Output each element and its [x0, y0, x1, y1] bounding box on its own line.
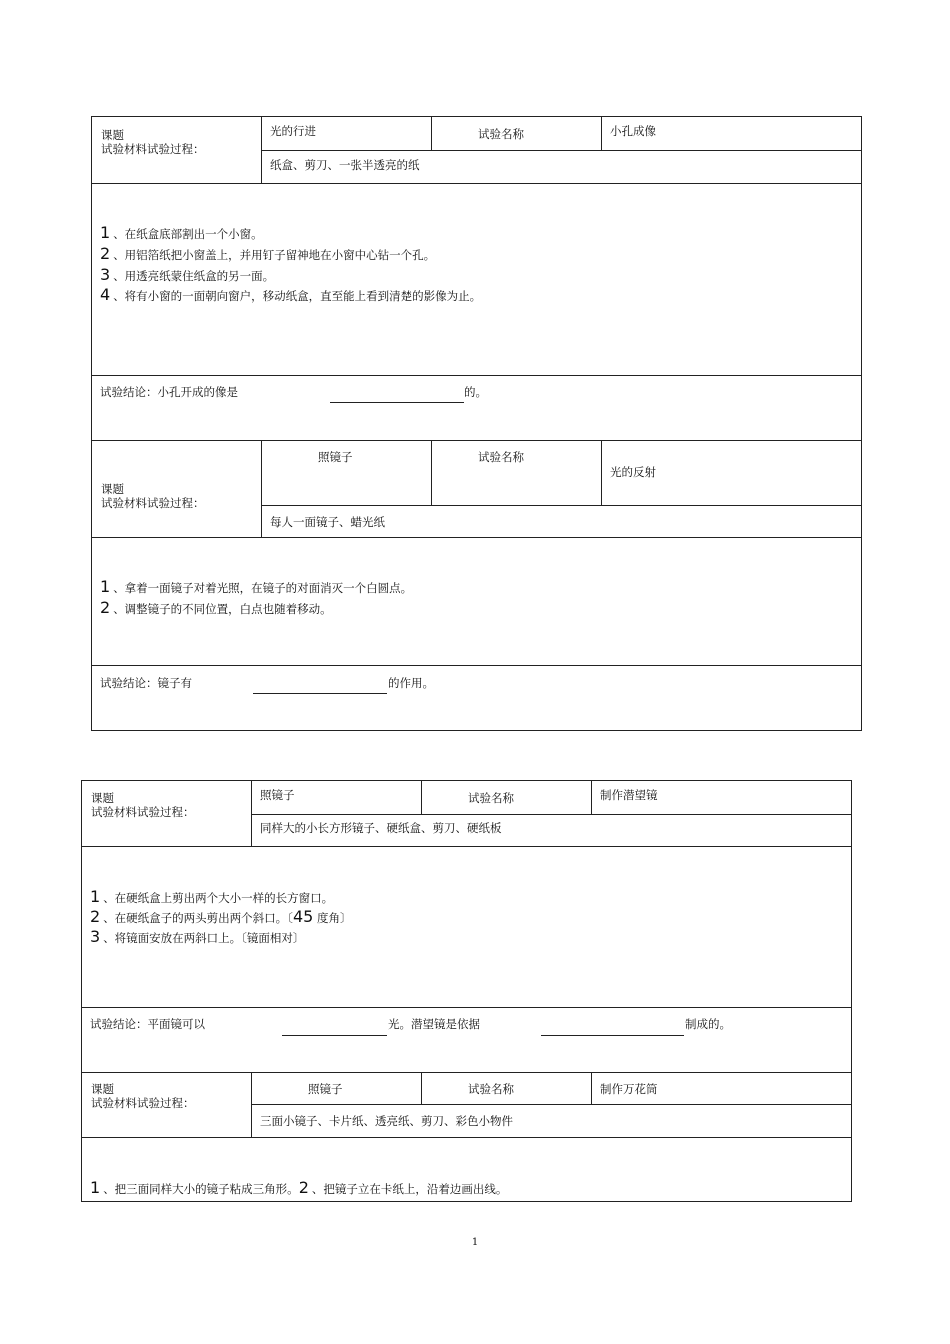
- materials-value: 三面小镜子、卡片纸、透亮纸、剪刀、彩色小物件: [260, 1114, 513, 1128]
- step-item: 2 、在硬纸盒子的两头剪出两个斜口。〔45 度角〕: [90, 907, 352, 926]
- answer-blank: [541, 1035, 684, 1036]
- subject-value: 光的行进: [270, 124, 316, 138]
- materials-process-label: 试验材料试验过程：: [101, 142, 205, 156]
- experiment-name-label: 试验名称: [468, 1082, 514, 1096]
- materials-process-label: 试验材料试验过程：: [91, 805, 195, 819]
- conclusion-middle: 光。潜望镜是依据: [388, 1017, 480, 1031]
- divider: [591, 781, 592, 814]
- divider: [92, 183, 861, 184]
- divider: [82, 846, 851, 847]
- materials-value: 每人一面镜子、蜡光纸: [270, 515, 385, 529]
- subject-value: 照镜子: [308, 1082, 343, 1096]
- divider: [601, 117, 602, 150]
- conclusion-text: 试验结论：镜子有: [100, 676, 192, 690]
- step-item: 1 、在纸盒底部割出一个小窗。: [100, 223, 263, 242]
- divider: [92, 537, 861, 538]
- materials-process-label: 试验材料试验过程：: [101, 496, 205, 510]
- step-item: 2 、调整镜子的不同位置，白点也随着移动。: [100, 598, 332, 617]
- step-item: 1 、拿着一面镜子对着光照，在镜子的对面消灭一个白圆点。: [100, 577, 413, 596]
- divider: [431, 440, 432, 505]
- divider: [251, 781, 252, 846]
- divider: [591, 1072, 592, 1104]
- experiment-table-periscope: [81, 780, 852, 1202]
- subject-label: 课题: [101, 128, 124, 142]
- experiment-name-value: 制作潜望镜: [600, 788, 658, 802]
- subject-label: 课题: [91, 791, 114, 805]
- divider: [601, 440, 602, 505]
- conclusion-text: 试验结论：平面镜可以: [90, 1017, 205, 1031]
- divider: [261, 150, 861, 151]
- subject-label: 课题: [101, 482, 124, 496]
- divider: [92, 665, 861, 666]
- divider: [82, 1072, 851, 1073]
- conclusion-suffix: 的。: [464, 385, 487, 399]
- divider: [251, 814, 851, 815]
- step-item: 3 、用透亮纸蒙住纸盒的另一面。: [100, 265, 275, 284]
- answer-blank: [330, 402, 464, 403]
- materials-value: 同样大的小长方形镜子、硬纸盒、剪刀、硬纸板: [260, 821, 502, 835]
- conclusion-text: 试验结论：小孔开成的像是: [100, 385, 238, 399]
- conclusion-suffix: 制成的。: [685, 1017, 731, 1031]
- divider: [431, 117, 432, 150]
- subject-label: 课题: [91, 1082, 114, 1096]
- divider: [251, 1104, 851, 1105]
- divider: [421, 1072, 422, 1104]
- experiment-name-label: 试验名称: [468, 791, 514, 805]
- materials-value: 纸盒、剪刀、一张半透亮的纸: [270, 158, 420, 172]
- experiment-name-label: 试验名称: [478, 127, 524, 141]
- page-number: 1: [471, 1237, 479, 1248]
- experiment-name-value: 小孔成像: [610, 124, 656, 138]
- step-item: 4 、将有小窗的一面朝向窗户，移动纸盒，直至能上看到清楚的影像为止。: [100, 285, 482, 304]
- divider: [261, 440, 262, 537]
- divider: [421, 781, 422, 814]
- divider: [251, 1072, 252, 1137]
- divider: [92, 375, 861, 376]
- answer-blank: [253, 693, 387, 694]
- conclusion-suffix: 的作用。: [388, 676, 434, 690]
- step-item: 1 、在硬纸盒上剪出两个大小一样的长方窗口。: [90, 887, 334, 906]
- divider: [82, 1137, 851, 1138]
- divider: [92, 440, 861, 441]
- experiment-table-pinhole: [91, 116, 862, 731]
- step-item: 2 、用铝箔纸把小窗盖上，并用钉子留神地在小窗中心钻一个孔。: [100, 244, 436, 263]
- step-item: 1 、把三面同样大小的镜子粘成三角形。2 、把镜子立在卡纸上，沿着边画出线。: [90, 1178, 508, 1197]
- divider: [261, 505, 861, 506]
- divider: [261, 117, 262, 183]
- subject-value: 照镜子: [318, 450, 353, 464]
- experiment-name-label: 试验名称: [478, 450, 524, 464]
- subject-value: 照镜子: [260, 788, 295, 802]
- experiment-name-value: 光的反射: [610, 465, 656, 479]
- divider: [82, 1007, 851, 1008]
- answer-blank: [282, 1035, 387, 1036]
- experiment-name-value: 制作万花筒: [600, 1082, 658, 1096]
- materials-process-label: 试验材料试验过程：: [91, 1096, 195, 1110]
- step-item: 3 、将镜面安放在两斜口上。〔镜面相对〕: [90, 927, 305, 946]
